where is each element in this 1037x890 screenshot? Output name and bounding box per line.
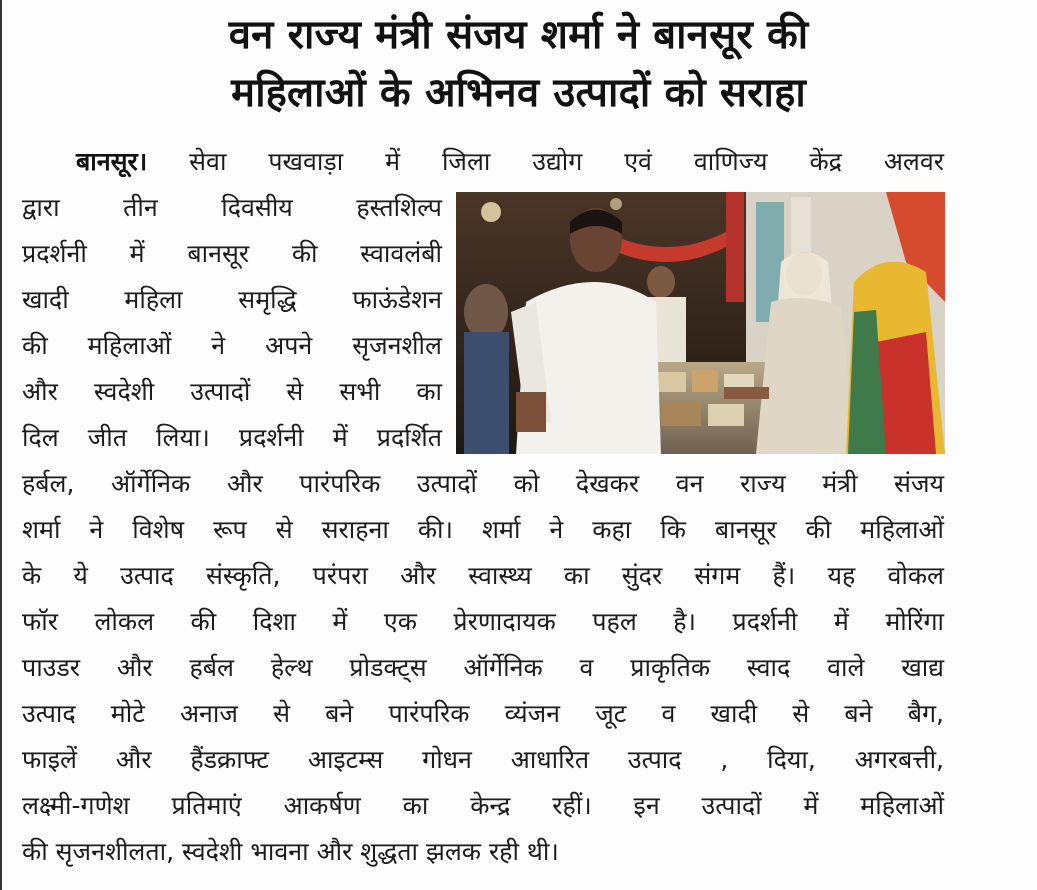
article-line: और स्वदेशी उत्पादों से सभी का: [22, 377, 442, 406]
column-rule: [0, 0, 2, 890]
article-line: प्रदर्शनी में बानसूर की स्वावलंबी: [22, 239, 442, 268]
article-line: फाइलें और हैंडक्राफ्ट आइटम्स गोधन आधारित उत्पाद , दिया, अगरबत्ती,: [22, 745, 944, 774]
article-line: के ये उत्पाद संस्कृति, परंपरा और स्वास्थ्य का सुंदर संगम हैं। यह वोकल: [22, 561, 944, 590]
headline-line-2: महिलाओं के अभिनव उत्पादों को सराहा: [231, 70, 806, 116]
photo-illustration: [456, 192, 945, 454]
article-line: हर्बल, ऑर्गेनिक और पारंपरिक उत्पादों को देखकर वन राज्य मंत्री संजय: [22, 469, 944, 498]
article-line: खादी महिला समृद्धि फाऊंडेशन: [22, 285, 442, 314]
article-line: लक्ष्मी-गणेश प्रतिमाएं आकर्षण का केन्द्र रहीं। इन उत्पादों में महिलाओं: [22, 791, 944, 820]
dateline: बानसूर।: [76, 147, 148, 176]
article-line: द्वारा तीन दिवसीय हस्तशिल्प: [22, 193, 442, 222]
article-line: पाउडर और हर्बल हेल्थ प्रोडक्ट्स ऑर्गेनिक व प्राकृतिक स्वाद वाले खाद्य: [22, 653, 944, 682]
headline: [20, 6, 1017, 122]
article-line: शर्मा ने विशेष रूप से सराहना की। शर्मा ने कहा कि बानसूर की महिलाओं: [22, 515, 944, 544]
article-line: की महिलाओं ने अपने सृजनशील: [22, 331, 442, 360]
article-line: फॉर लोकल की दिशा में एक प्रेरणादायक पहल है। प्रदर्शनी में मोरिंगा: [22, 607, 944, 636]
article-line: उत्पाद मोटे अनाज से बने पारंपरिक व्यंजन जूट व खादी से बने बैग,: [22, 699, 944, 728]
article-line: दिल जीत लिया। प्रदर्शनी में प्रदर्शित: [22, 423, 442, 452]
exhibition-stall-photo: [456, 192, 945, 454]
article-line: [76, 140, 944, 184]
article-line: की सृजनशीलता, स्वदेशी भावना और शुद्धता झलक रही थी।: [22, 837, 559, 866]
first-line-text: सेवा पखवाड़ा में जिला उद्योग एवं वाणिज्य केंद्र अलवर: [189, 147, 944, 176]
headline-line-1: वन राज्य मंत्री संजय शर्मा ने बानसूर की: [228, 12, 809, 58]
